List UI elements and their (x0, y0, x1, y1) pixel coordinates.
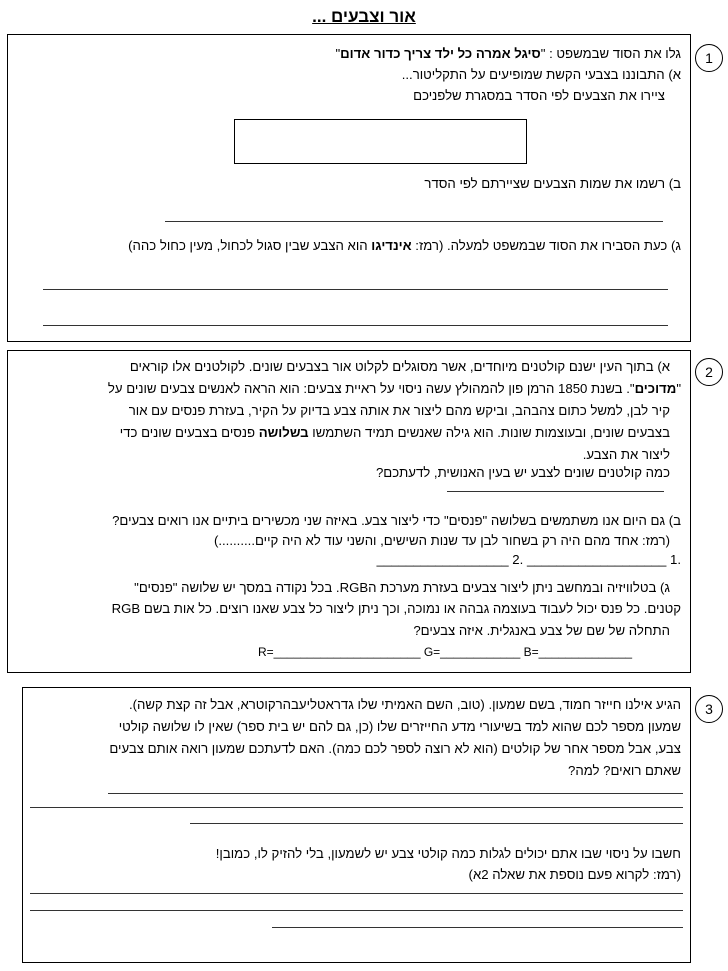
q2-line-10: ג) בטלוויזיה ובמחשב ניתן ליצור צבעים בעזרת מערכת הRGB. בכל נקודה במסך יש שלושה "פנסים" (134, 580, 670, 595)
q2-line-12: התחלה של שם של צבע באנגלית. איזה צבעים? (413, 623, 670, 638)
q1-line-4: ב) רשמו את שמות הצבעים שציירתם לפי הסדר (424, 176, 681, 191)
q2-line-1: א) בתוך העין ישנם קולטנים מיוחדים, אשר מסוגלים לקלוט אור בצבעים שונים. לקולטנים אלו קוראים (129, 359, 670, 374)
q2-line-3: קיר לבן, למשל כתום צהבהב, וביקש מהם ליצור את אותה צבע בדיוק על הקיר, בעזרת פנסים עם אור (128, 403, 670, 418)
answer-line[interactable] (30, 910, 683, 911)
q3-line-3: צבע, אבל מספר אחר של קולטים (הוא לא רוצה לספר לכם כמה). האם לדעתכם שמעון רואה אותם צבעים (109, 741, 681, 756)
q1-line-2: א) התבוננו בצבעי הקשת שמופיעים על התקליטור... (401, 67, 681, 82)
page-title: אור וצבעים ... (312, 7, 416, 26)
rgb-answer-line[interactable]: R=______________________ G=____________ B=______________ (258, 645, 633, 659)
q2-line-7: ב) גם היום אנו משתמשים בשלושה "פנסים" כדי ליצור צבע. באיזה שני מכשירים ביתיים אנו רואים צבעים? (112, 513, 681, 528)
answer-line[interactable] (43, 289, 668, 290)
question-number-1: 1 (695, 44, 723, 72)
q3-line-2: שמעון מספר לכם שהוא למד בשיעורי מדע החייזרים שלו (כן, גם להם יש בית ספר) שאין לו שלושה קולטי (118, 719, 681, 734)
answer-line[interactable] (108, 793, 683, 794)
question-number-2: 2 (695, 358, 723, 386)
q3-line-5: חשבו על ניסוי שבו אתם יכולים לגלות כמה קולטי צבע יש לשמעון, בלי להזיק לו, כמובן! (215, 846, 681, 861)
q3-line-6: (רמז: לקרוא פעם נוספת את שאלה 2א) (468, 867, 681, 882)
q3-line-1: הגיע אילנו חייזר חמוד, בשם שמעון. (טוב, השם האמיתי שלו גדראטליעבהרקוטרא, אבל זה קצת קשה). (129, 697, 681, 712)
q1-line-3: ציירו את הצבעים לפי הסדר במסגרת שלפניכם (413, 88, 665, 103)
q2-line-5: ליצור את הצבע. (582, 447, 670, 462)
answer-line[interactable] (30, 807, 683, 808)
colors-drawing-frame[interactable] (234, 119, 527, 164)
q2-line-6: כמה קולטנים שונים לצבע יש בעין האנושית, לדעתכם? (375, 465, 670, 480)
answer-line[interactable] (30, 893, 683, 894)
q1-line-5: ג) כעת הסבירו את הסוד שבמשפט למעלה. (רמז: אינדיגו הוא הצבע שבין סגול לכחול, מעין כחול כהה) (128, 238, 681, 253)
answer-line[interactable] (272, 927, 683, 928)
q2-line-8: (רמז: אחד מהם היה רק בשחור לבן עד שנות השישים, והשני עוד לא היה קיים..........) (213, 533, 670, 548)
answer-line[interactable] (43, 325, 668, 326)
question-number-3: 3 (695, 695, 723, 723)
q1-line-1: גלו את הסוד שבמשפט : "סיגל אמרה כל ילד צריך כדור אדום" (335, 46, 681, 61)
answer-line[interactable] (190, 823, 683, 824)
q2-line-9: .1 ___________________ .2 __________________ (376, 552, 681, 567)
q2-line-2: "מדוכים". בשנת 1850 הרמן פון להמהולץ עשה ניסוי על ראיית צבעים: הוא הראה לאנשים צבעים שונים על (107, 381, 681, 396)
q2-line-11: קטנים. כל פנס יכול לעבוד בעוצמה גבהה או נמוכה, וכך ניתן ליצור כל צבע שאנו רוצים. כל אות בשם RGB (111, 601, 681, 616)
answer-line[interactable] (165, 221, 663, 222)
q3-line-4: שאתם רואים? למה? (568, 763, 681, 778)
answer-line[interactable] (447, 491, 664, 492)
q2-line-4: בצבעים שונים, ובעוצמות שונות. הוא גילה שאנשים תמיד השתמשו בשלושה פנסים בצבעים שונים כדי (119, 425, 670, 440)
